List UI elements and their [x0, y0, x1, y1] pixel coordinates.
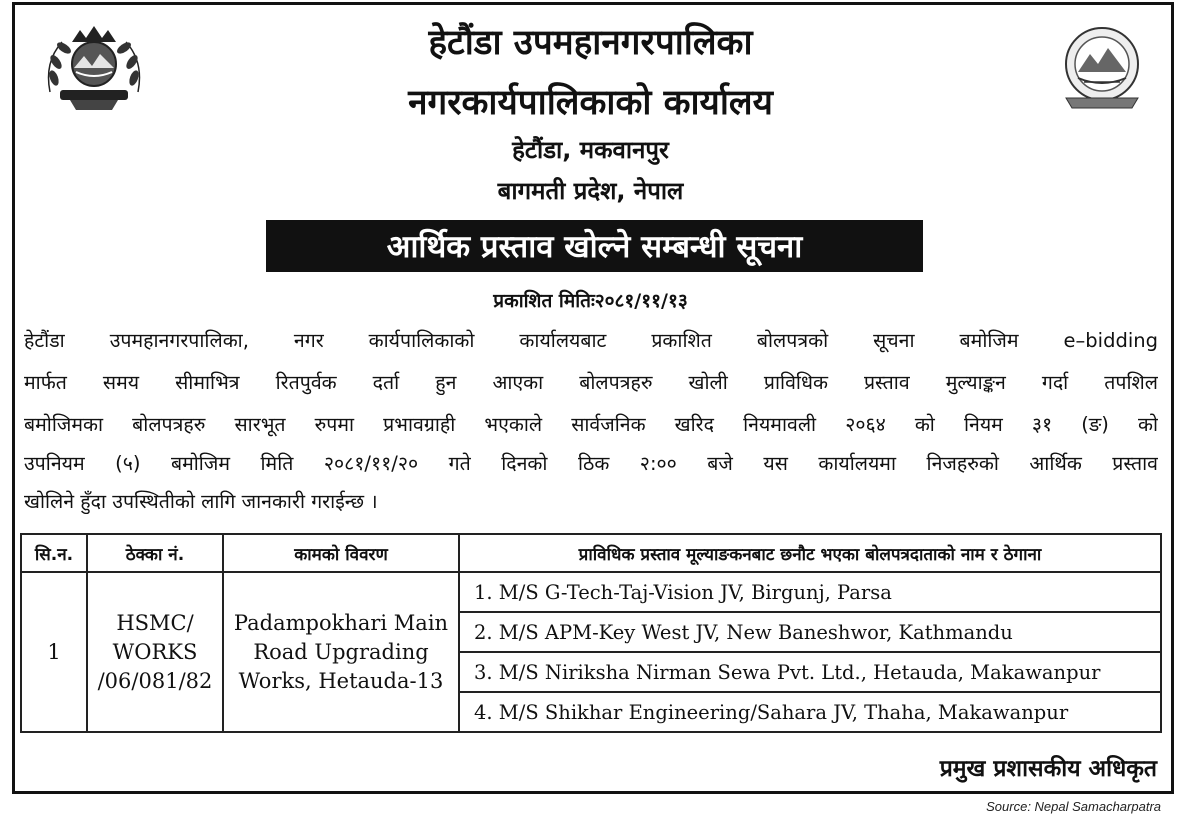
row-sn: [21, 572, 87, 732]
office-location: हेटौंडा, मकवानपुर: [512, 136, 669, 164]
contract-no-line: WORKS: [112, 639, 198, 664]
bidder-item: 3. M/S Niriksha Nirman Sewa Pvt. Ltd., Hetauda, Makawanpur: [459, 652, 1161, 692]
published-date: प्रकाशित मितिः२०८१/११/१३: [493, 290, 688, 312]
notice-body-line: बमोजिमका बोलपत्रहरु सारभूत रुपमा प्रभावग्राही भएकाले सार्वजनिक खरिद नियमावली २०६४ को नियम ३१ (ङ) को: [24, 413, 1158, 436]
bidder-item: 4. M/S Shikhar Engineering/Sahara JV, Thaha, Makawanpur: [459, 692, 1161, 732]
source-credit: Source: Nepal Samacharpatra: [986, 799, 1161, 814]
contract-no-line: /06/081/82: [97, 668, 213, 693]
work-description-line: Padampokhari Main: [233, 610, 449, 635]
notice-body-line: मार्फत समय सीमाभित्र रितपुर्वक दर्ता हुन आएका बोलपत्रहरु खोली प्राविधिक प्रस्ताव मुल्याङ्कन गर्दा तपशिल: [24, 371, 1158, 394]
bidder-item: 1. M/S G-Tech-Taj-Vision JV, Birgunj, Parsa: [459, 572, 1161, 612]
municipality-name: हेटौंडा उपमहानगरपालिका: [428, 23, 753, 63]
notice-body-line: हेटौंडा उपमहानगरपालिका, नगर कार्यपालिकाको कार्यालयबाट प्रकाशित बोलपत्रको सूचना बमोजिम e–bidding: [24, 329, 1158, 352]
notice-title: आर्थिक प्रस्ताव खोल्ने सम्बन्धी सूचना: [266, 220, 923, 272]
header-work-description: कामको विवरण: [223, 534, 459, 572]
work-description-line: Road Upgrading: [253, 639, 429, 664]
notice-body-line: खोलिने हुँदा उपस्थितीको लागि जानकारी गराईन्छ ।: [24, 490, 378, 513]
table-row: [21, 572, 1161, 612]
province-country: बागमती प्रदेश, नेपाल: [497, 177, 684, 205]
notice-body-line: उपनियम (५) बमोजिम मिति २०८१/११/२० गते दिनको ठिक २:०० बजे यस कार्यालयमा निजहरुको आर्थिक प्रस्ताव: [24, 452, 1158, 475]
table-header-row: [21, 534, 1161, 572]
bidder-item: 2. M/S APM-Key West JV, New Baneshwor, Kathmandu: [459, 612, 1161, 652]
work-description-line: Works, Hetauda-13: [238, 668, 444, 693]
office-name: नगरकार्यपालिकाको कार्यालय: [408, 83, 773, 123]
row-work-description: [223, 572, 459, 732]
contract-no-line: HSMC/: [116, 610, 194, 635]
header-contract-no: ठेक्का नं.: [87, 534, 223, 572]
header-sn: सि.न.: [21, 534, 87, 572]
selected-bidders-table: [20, 533, 1162, 733]
signatory-title: प्रमुख प्रशासकीय अधिकृत: [939, 756, 1157, 782]
sn-value: 1: [47, 639, 61, 664]
row-contract-no: [87, 572, 223, 732]
header-bidders: प्राविधिक प्रस्ताव मूल्याङकनबाट छनौट भएका बोलपत्रदाताको नाम र ठेगाना: [459, 534, 1161, 572]
